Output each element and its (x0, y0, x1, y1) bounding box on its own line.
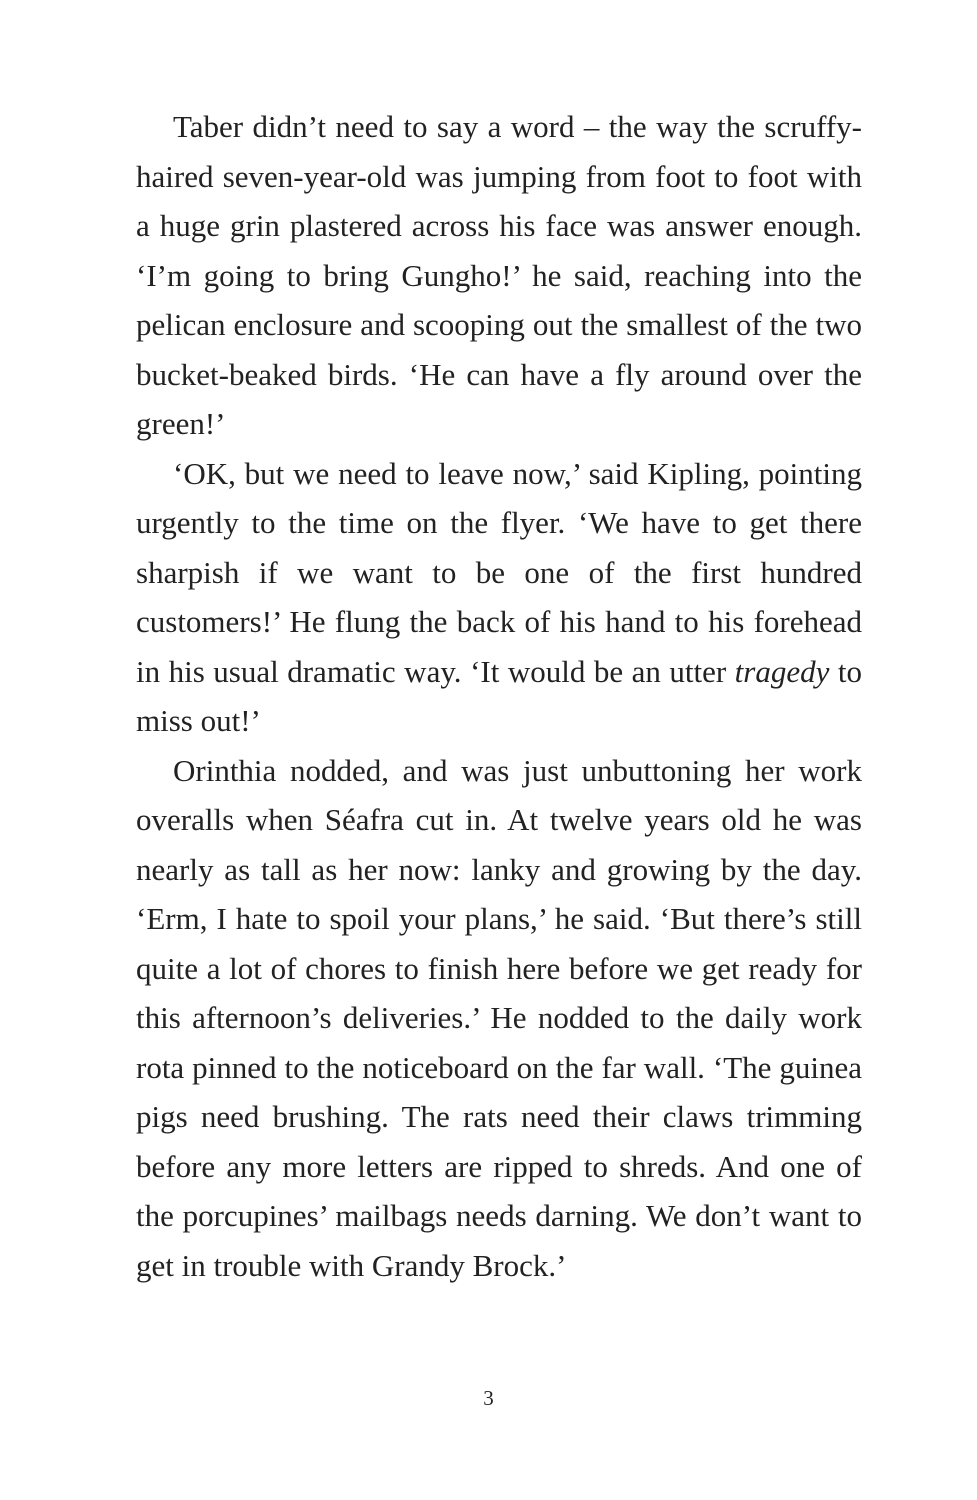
paragraph-1: Taber didn’t need to say a word – the way the scruffy-haired seven-year-old was jumping from foot to foot with a huge grin plastered across his face was answer enough. ‘I’m going to bring Gungho!’ he said, reaching into the pelican enclosure and scooping out the smallest of the two bucket-beaked birds. ‘He can have a fly around over the green!’ (136, 109, 862, 441)
emphasis-tragedy: tragedy (734, 653, 830, 689)
paragraph-2-end: to miss out!’ (136, 653, 862, 738)
paragraph-2 (136, 449, 862, 746)
paragraph-2-start: ‘OK, but we need to leave now,’ said Kipling, pointing urgently to the time on the flyer. ‘We have to get there sharpish if we want to be one of the first hundred customers!’ He flung the back of his hand to his forehead in his usual dramatic way. ‘It would be an utter (136, 455, 862, 689)
page-number: 3 (483, 1386, 494, 1410)
body-text (136, 102, 862, 1290)
paragraph-3: Orinthia nodded, and was just unbuttoning her work overalls when Séafra cut in. At twelve years old he was nearly as tall as her now: lanky and growing by the day. ‘Erm, I hate to spoil your plans,’ he said. ‘But there’s still quite a lot of chores to finish here before we get ready for this afternoon’s deliveries.’ He nodded to the daily work rota pinned to the noticeboard on the far wall. ‘The guinea pigs need brushing. The rats need their claws trimming before any more letters are ripped to shreds. And one of the porcupines’ mailbags needs darning. We don’t want to get in trouble with Grandy Brock.’ (136, 752, 862, 1283)
